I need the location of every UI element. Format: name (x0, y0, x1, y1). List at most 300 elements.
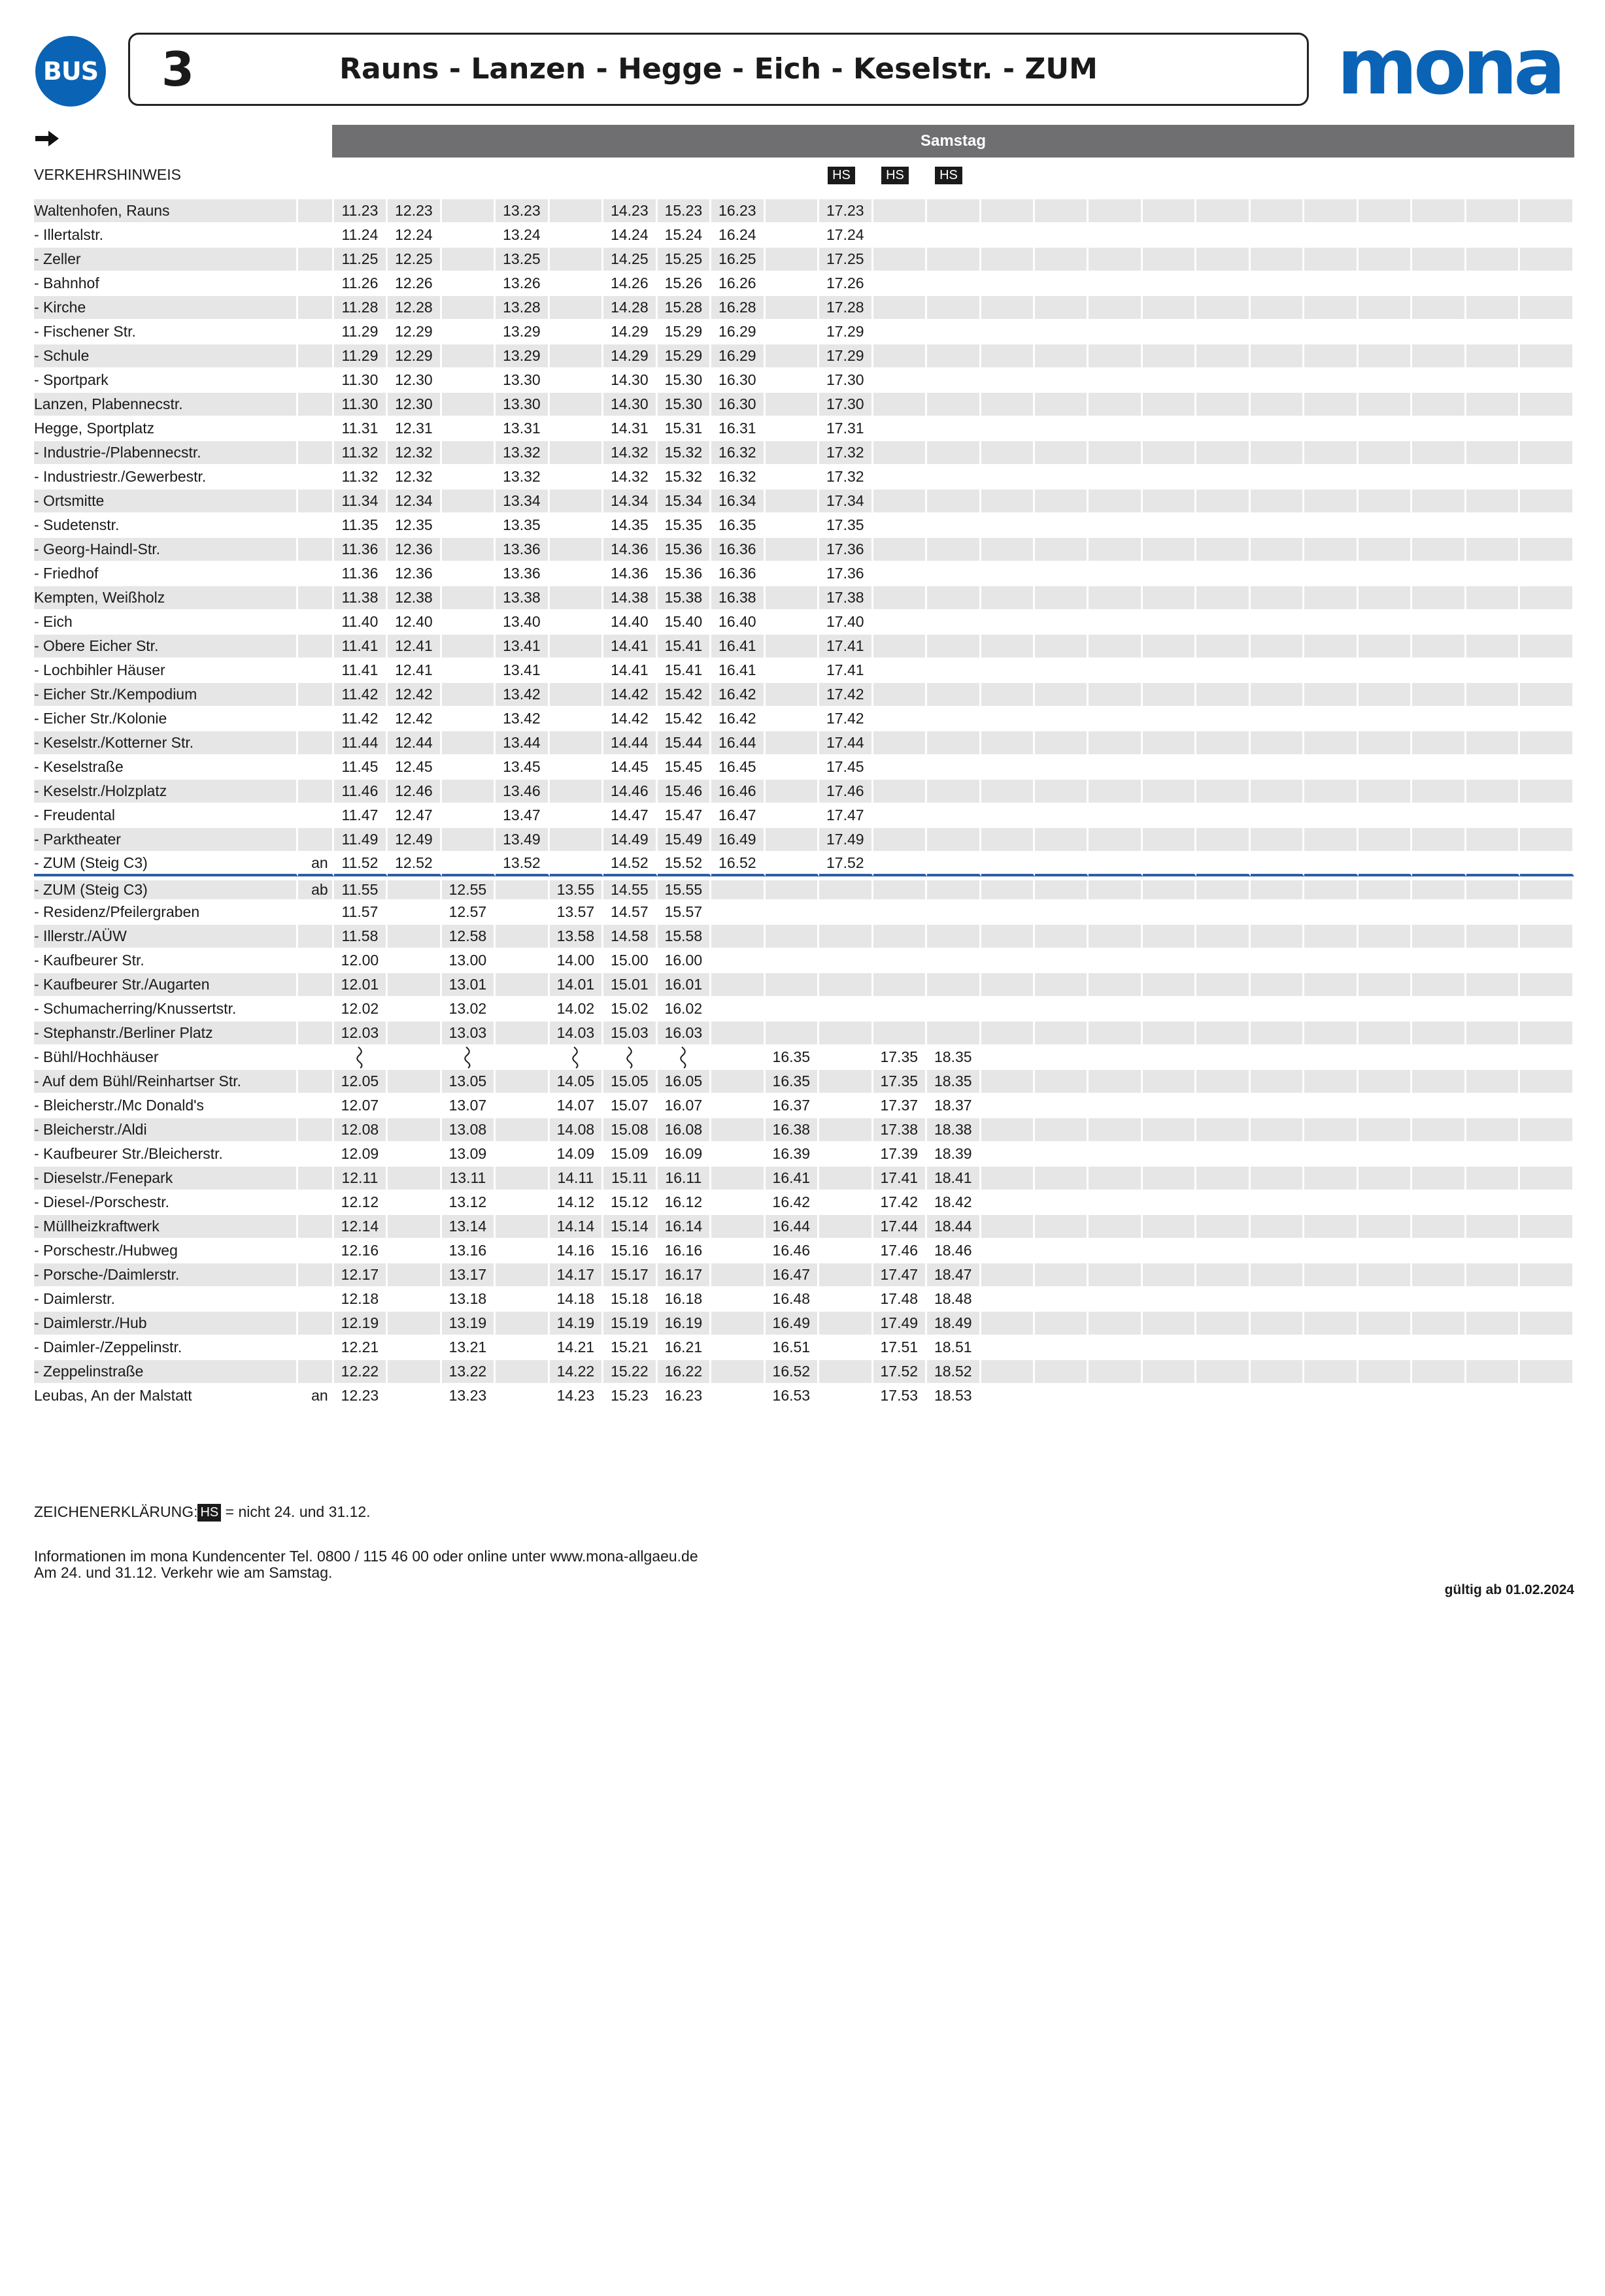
departure-time: 15.42 (658, 707, 711, 731)
stop-name: - Kaufbeurer Str./Augarten (34, 973, 298, 997)
departure-time (1466, 997, 1520, 1022)
departure-time (442, 828, 496, 852)
departure-time: 18.38 (927, 1118, 981, 1142)
departure-time (1035, 272, 1089, 296)
departure-time (1359, 852, 1412, 876)
departure-time (981, 731, 1035, 756)
departure-time (927, 417, 981, 441)
departure-time (1304, 610, 1358, 635)
table-row (34, 731, 1574, 756)
departure-time: 17.36 (819, 562, 873, 586)
stop-name: - Industrie-/Plabennecstr. (34, 441, 298, 465)
stop-name: Lanzen, Plabennecstr. (34, 393, 298, 417)
departure-time (1035, 1312, 1089, 1336)
departure-time (1359, 925, 1412, 949)
departure-time (1466, 199, 1520, 224)
departure-time: 12.35 (388, 514, 441, 538)
departure-time (1304, 828, 1358, 852)
departure-time (550, 828, 603, 852)
departure-time (1196, 1239, 1250, 1263)
departure-time (981, 441, 1035, 465)
departure-time (873, 997, 927, 1022)
departure-time: 14.30 (603, 393, 657, 417)
departure-time (1359, 1312, 1412, 1336)
departure-time (927, 224, 981, 248)
departure-time: 14.41 (603, 659, 657, 683)
departure-time (1304, 707, 1358, 731)
departure-time (388, 1360, 441, 1384)
departure-time (981, 997, 1035, 1022)
departure-time: 12.32 (388, 441, 441, 465)
departure-time (442, 199, 496, 224)
departure-time (1466, 369, 1520, 393)
departure-time: 13.32 (496, 465, 549, 490)
departure-time: 17.35 (873, 1070, 927, 1094)
departure-time (873, 344, 927, 369)
timetable (34, 199, 1574, 1408)
departure-time (981, 1191, 1035, 1215)
departure-time (1466, 224, 1520, 248)
departure-time (1466, 1384, 1520, 1408)
departure-time (819, 1336, 873, 1360)
stop-name: - Zeller (34, 248, 298, 272)
departure-time (1359, 1046, 1412, 1070)
departure-time (927, 248, 981, 272)
departure-time: 11.36 (334, 562, 388, 586)
departure-time (1520, 272, 1574, 296)
departure-time (1196, 1070, 1250, 1094)
departure-time: 14.18 (550, 1288, 603, 1312)
departure-time (1035, 224, 1089, 248)
departure-time: 11.49 (334, 828, 388, 852)
departure-time (873, 610, 927, 635)
departure-time (873, 973, 927, 997)
departure-time (981, 296, 1035, 320)
departure-time: 12.05 (334, 1070, 388, 1094)
departure-time (1035, 756, 1089, 780)
departure-time (766, 780, 819, 804)
departure-time: 16.49 (766, 1312, 819, 1336)
departure-time (711, 876, 765, 901)
departure-time (1359, 490, 1412, 514)
mona-logo (1325, 36, 1574, 101)
departure-time (1304, 199, 1358, 224)
arrival-departure-mark (298, 562, 333, 586)
departure-time (550, 393, 603, 417)
departure-time (550, 320, 603, 344)
departure-time (1304, 562, 1358, 586)
departure-time (1466, 248, 1520, 272)
departure-time (819, 1288, 873, 1312)
departure-time (1466, 756, 1520, 780)
departure-time: 12.11 (334, 1167, 388, 1191)
departure-time (550, 369, 603, 393)
departure-time (1143, 344, 1196, 369)
departure-time: 15.18 (603, 1288, 657, 1312)
departure-time (1304, 1022, 1358, 1046)
departure-time (1089, 1142, 1142, 1167)
departure-time (711, 1384, 765, 1408)
departure-time (1466, 417, 1520, 441)
arrival-departure-mark (298, 925, 333, 949)
arrival-departure-mark (298, 272, 333, 296)
departure-time: 16.18 (658, 1288, 711, 1312)
departure-time (1196, 296, 1250, 320)
departure-time (1359, 828, 1412, 852)
departure-time (1089, 1094, 1142, 1118)
departure-time (1143, 369, 1196, 393)
departure-time (873, 852, 927, 876)
departure-time: 13.01 (442, 973, 496, 997)
departure-time (981, 199, 1035, 224)
departure-time (1089, 828, 1142, 852)
departure-time (1520, 393, 1574, 417)
table-row (34, 707, 1574, 731)
table-row (34, 1118, 1574, 1142)
departure-time (1251, 417, 1304, 441)
departure-time (1089, 1046, 1142, 1070)
departure-time (442, 514, 496, 538)
departure-time (1359, 804, 1412, 828)
departure-time (442, 659, 496, 683)
departure-time: 14.26 (603, 272, 657, 296)
departure-time (1035, 1167, 1089, 1191)
departure-time (496, 1215, 549, 1239)
departure-time (1251, 1118, 1304, 1142)
departure-time (1143, 1070, 1196, 1094)
departure-time: 13.40 (496, 610, 549, 635)
departure-time (766, 344, 819, 369)
departure-time: 15.01 (603, 973, 657, 997)
departure-time (1089, 1336, 1142, 1360)
departure-time: 14.23 (603, 199, 657, 224)
departure-time (1143, 514, 1196, 538)
departure-time (1251, 1142, 1304, 1167)
departure-time (1196, 1167, 1250, 1191)
departure-time (1251, 973, 1304, 997)
departure-time (1035, 1239, 1089, 1263)
departure-time (927, 586, 981, 610)
departure-time: 13.14 (442, 1215, 496, 1239)
departure-time (1089, 707, 1142, 731)
departure-time (766, 514, 819, 538)
departure-time (1143, 635, 1196, 659)
departure-time (981, 1336, 1035, 1360)
departure-time (550, 272, 603, 296)
stop-name: - Residenz/Pfeilergraben (34, 901, 298, 925)
departure-time (1089, 586, 1142, 610)
departure-time (1089, 344, 1142, 369)
departure-time (1196, 514, 1250, 538)
departure-time (1089, 925, 1142, 949)
departure-time: 11.40 (334, 610, 388, 635)
table-row (34, 1142, 1574, 1167)
departure-time: 14.22 (550, 1360, 603, 1384)
arrival-departure-mark (298, 1288, 333, 1312)
departure-time (1466, 1263, 1520, 1288)
departure-time (1359, 586, 1412, 610)
departure-time (927, 199, 981, 224)
table-row (34, 876, 1574, 901)
departure-time (1466, 562, 1520, 586)
departure-time: 16.14 (658, 1215, 711, 1239)
departure-time: 12.23 (388, 199, 441, 224)
departure-time (1466, 901, 1520, 925)
arrival-departure-mark (298, 683, 333, 707)
departure-time: 12.22 (334, 1360, 388, 1384)
table-row (34, 973, 1574, 997)
stop-name: - Müllheizkraftwerk (34, 1215, 298, 1239)
departure-time (1196, 852, 1250, 876)
departure-time (1304, 659, 1358, 683)
departure-time (1089, 876, 1142, 901)
stop-name: - Illerstr./AÜW (34, 925, 298, 949)
skip-stop-icon (658, 1046, 711, 1070)
departure-time: 17.41 (819, 635, 873, 659)
stop-name: - Keselstr./Kotterner Str. (34, 731, 298, 756)
departure-time (1089, 1288, 1142, 1312)
arrival-departure-mark: an (298, 1384, 333, 1408)
departure-time: 11.30 (334, 393, 388, 417)
departure-time: 12.31 (388, 417, 441, 441)
departure-time: 16.30 (711, 369, 765, 393)
departure-time (496, 1118, 549, 1142)
departure-time: 16.28 (711, 296, 765, 320)
departure-time (819, 973, 873, 997)
departure-time: 17.51 (873, 1336, 927, 1360)
departure-time (981, 804, 1035, 828)
departure-time (388, 1263, 441, 1288)
departure-time: 13.16 (442, 1239, 496, 1263)
departure-time (873, 731, 927, 756)
departure-time: 15.11 (603, 1167, 657, 1191)
departure-time (981, 1167, 1035, 1191)
departure-time (1196, 780, 1250, 804)
departure-time (1143, 1336, 1196, 1360)
departure-time: 15.35 (658, 514, 711, 538)
departure-time (766, 876, 819, 901)
departure-time (1251, 1288, 1304, 1312)
table-row (34, 780, 1574, 804)
departure-time (1520, 731, 1574, 756)
departure-time: 16.37 (766, 1094, 819, 1118)
departure-time (388, 876, 441, 901)
departure-time (550, 852, 603, 876)
departure-time (1359, 1142, 1412, 1167)
arrival-departure-mark (298, 659, 333, 683)
departure-time (1412, 707, 1466, 731)
departure-time (1412, 1263, 1466, 1288)
table-row (34, 490, 1574, 514)
departure-time (1196, 876, 1250, 901)
departure-time (1251, 804, 1304, 828)
departure-time (1359, 707, 1412, 731)
departure-time (1359, 1022, 1412, 1046)
departure-time (981, 490, 1035, 514)
departure-time: 18.46 (927, 1239, 981, 1263)
arrival-departure-mark (298, 1215, 333, 1239)
departure-time (1466, 659, 1520, 683)
departure-time: 11.55 (334, 876, 388, 901)
departure-time: 18.42 (927, 1191, 981, 1215)
departure-time (981, 659, 1035, 683)
departure-time (1251, 635, 1304, 659)
departure-time (1196, 1360, 1250, 1384)
departure-time (819, 949, 873, 973)
departure-time: 14.23 (550, 1384, 603, 1408)
departure-time (1196, 1191, 1250, 1215)
departure-time (1196, 320, 1250, 344)
departure-time (1304, 997, 1358, 1022)
departure-time: 15.34 (658, 490, 711, 514)
departure-time (442, 248, 496, 272)
departure-time (1089, 973, 1142, 997)
arrival-departure-mark (298, 901, 333, 925)
departure-time: 12.00 (334, 949, 388, 973)
departure-time (1466, 1360, 1520, 1384)
departure-time (496, 1191, 549, 1215)
departure-time (1359, 1191, 1412, 1215)
departure-time (1196, 804, 1250, 828)
departure-time: 18.51 (927, 1336, 981, 1360)
departure-time (1251, 369, 1304, 393)
departure-time (1143, 1167, 1196, 1191)
departure-time (550, 417, 603, 441)
departure-time: 15.46 (658, 780, 711, 804)
departure-time (927, 876, 981, 901)
departure-time (711, 1239, 765, 1263)
departure-time: 15.28 (658, 296, 711, 320)
arrival-departure-mark (298, 441, 333, 465)
stop-name: - Bleicherstr./Mc Donald's (34, 1094, 298, 1118)
departure-time (388, 1142, 441, 1167)
departure-time (1466, 635, 1520, 659)
arrival-departure-mark (298, 224, 333, 248)
departure-time (819, 1215, 873, 1239)
departure-time (1304, 1336, 1358, 1360)
table-row (34, 683, 1574, 707)
departure-time: 17.31 (819, 417, 873, 441)
departure-time (1089, 949, 1142, 973)
table-row (34, 1167, 1574, 1191)
departure-time (1520, 635, 1574, 659)
departure-time (1304, 1167, 1358, 1191)
departure-time: 18.44 (927, 1215, 981, 1239)
departure-time (1089, 635, 1142, 659)
departure-time (1143, 683, 1196, 707)
departure-time (873, 756, 927, 780)
departure-time (1412, 925, 1466, 949)
departure-time (1466, 1118, 1520, 1142)
departure-time: 12.45 (388, 756, 441, 780)
departure-time (1143, 1312, 1196, 1336)
info-line-contact: Informationen im mona Kundencenter Tel. 0800 / 115 46 00 oder online unter www.mona-allgaeu.de (34, 1548, 698, 1565)
departure-time (873, 224, 927, 248)
departure-time (1089, 1022, 1142, 1046)
departure-time: 12.07 (334, 1094, 388, 1118)
departure-time: 14.57 (603, 901, 657, 925)
departure-time: 14.21 (550, 1336, 603, 1360)
departure-time (873, 441, 927, 465)
departure-time: 13.22 (442, 1360, 496, 1384)
departure-time (1520, 1239, 1574, 1263)
departure-time: 17.53 (873, 1384, 927, 1408)
departure-time (1304, 756, 1358, 780)
departure-time (1035, 1046, 1089, 1070)
departure-time (1089, 514, 1142, 538)
arrival-departure-mark (298, 1263, 333, 1288)
departure-time: 13.23 (442, 1384, 496, 1408)
departure-time (550, 586, 603, 610)
departure-time (711, 1022, 765, 1046)
departure-time (1035, 1288, 1089, 1312)
departure-time: 13.46 (496, 780, 549, 804)
departure-time (442, 296, 496, 320)
departure-time (1412, 756, 1466, 780)
logo-text: mona (1337, 36, 1562, 101)
departure-time (1196, 1118, 1250, 1142)
departure-time (1196, 949, 1250, 973)
departure-time (1196, 393, 1250, 417)
departure-time (388, 1022, 441, 1046)
departure-time (873, 707, 927, 731)
departure-time (1520, 1191, 1574, 1215)
arrival-departure-mark (298, 1312, 333, 1336)
departure-time (981, 320, 1035, 344)
departure-time (1466, 683, 1520, 707)
departure-time: 16.51 (766, 1336, 819, 1360)
departure-time (1304, 344, 1358, 369)
departure-time (1089, 490, 1142, 514)
departure-time (1089, 199, 1142, 224)
stop-name: - Kaufbeurer Str. (34, 949, 298, 973)
departure-time: 14.42 (603, 707, 657, 731)
departure-time (1251, 1191, 1304, 1215)
stop-name: - Auf dem Bühl/Reinhartser Str. (34, 1070, 298, 1094)
departure-time (496, 925, 549, 949)
departure-time (1412, 659, 1466, 683)
departure-time: 15.57 (658, 901, 711, 925)
hs-badge: HS (881, 167, 909, 184)
departure-time: 13.45 (496, 756, 549, 780)
stop-name: - Kirche (34, 296, 298, 320)
departure-time (1359, 1094, 1412, 1118)
departure-time (873, 635, 927, 659)
departure-time: 14.11 (550, 1167, 603, 1191)
departure-time: 14.07 (550, 1094, 603, 1118)
departure-time (1143, 538, 1196, 562)
departure-time (1520, 1022, 1574, 1046)
departure-time (1089, 1263, 1142, 1288)
departure-time: 13.41 (496, 635, 549, 659)
departure-time (766, 296, 819, 320)
departure-time: 17.42 (819, 707, 873, 731)
departure-time (1520, 248, 1574, 272)
departure-time (1520, 901, 1574, 925)
departure-time (1251, 852, 1304, 876)
departure-time (819, 997, 873, 1022)
departure-time (766, 997, 819, 1022)
departure-time: 15.30 (658, 369, 711, 393)
departure-time (981, 683, 1035, 707)
departure-time: 12.41 (388, 635, 441, 659)
departure-time: 17.36 (819, 538, 873, 562)
departure-time (1196, 828, 1250, 852)
departure-time (1520, 1142, 1574, 1167)
departure-time (1089, 997, 1142, 1022)
arrival-departure-mark (298, 707, 333, 731)
departure-time: 12.12 (334, 1191, 388, 1215)
